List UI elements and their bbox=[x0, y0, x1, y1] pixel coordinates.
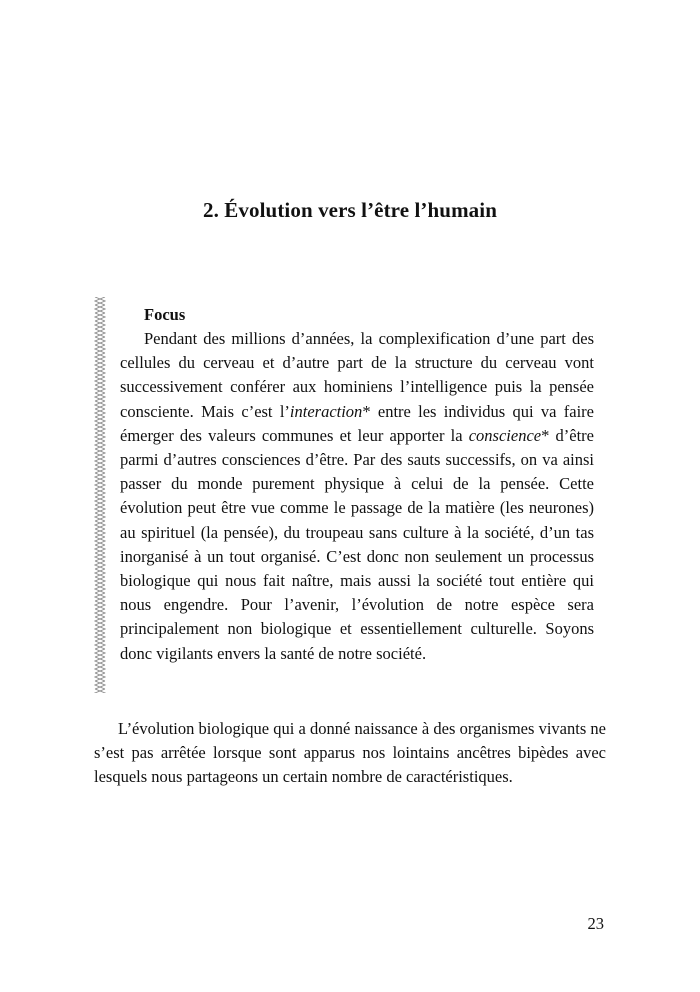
focus-content bbox=[120, 297, 594, 666]
decorative-braid-border bbox=[94, 297, 106, 693]
focus-text-segment: * d’être parmi d’autres consciences d’être. Par des sauts successifs, on va ainsi passer du monde purement physique à celui de la pensée. Cette évolution peut être vue comme le passage de la matière (les neurones) au spirituel (la pensée), du troupeau sans culture à la société, d’un tas inorganisé à un tout organisé. C’est donc non seulement un processus biologique qui nous fait naître, mais aussi la société tout entière qui nous engendre. Pour l’avenir, l’évolution de notre espèce sera principalement non biologique et essentiellement culturelle. Soyons donc vigilants envers la santé de notre société. bbox=[120, 425, 594, 663]
focus-heading: Focus bbox=[144, 305, 186, 324]
focus-paragraph bbox=[120, 327, 594, 666]
focus-text-segment: * entre les individus qui va faire émerger des valeurs communes et leur apporter la bbox=[120, 401, 595, 445]
page-number: 23 bbox=[587, 914, 604, 933]
focus-box bbox=[94, 297, 606, 693]
chapter-title: 2. Évolution vers l’être l’humain bbox=[203, 198, 497, 222]
body-paragraph: L’évolution biologique qui a donné naissance à des organismes vivants ne s’est pas arrêtée lorsque sont apparus nos lointains ancêtres bipèdes avec lesquels nous partageons un certain nombre de caractéristiques. bbox=[94, 719, 606, 787]
focus-text-segment: Pendant des millions d’années, la complexification d’une part des cellules du cerveau et d’autre part de la structure du cerveau vont successivement conférer aux hominiens l’intelligence puis la pensée consciente. Mais c’est l’ bbox=[120, 329, 594, 421]
focus-term-interaction: interaction bbox=[289, 401, 363, 421]
focus-term-conscience: conscience bbox=[468, 425, 542, 445]
